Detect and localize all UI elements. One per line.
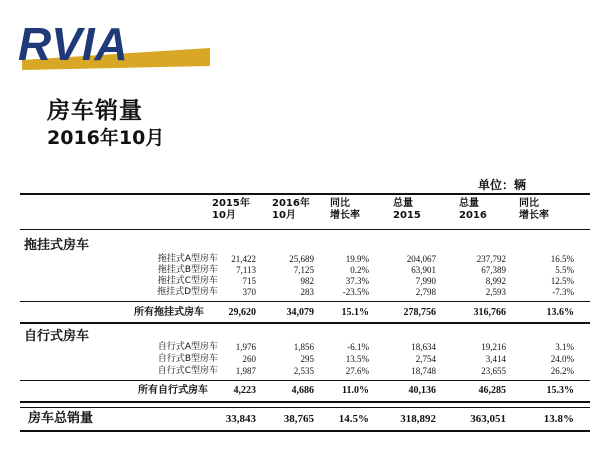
section-title-motorhome: 自行式房车 [24, 329, 90, 344]
section-title-towable: 拖挂式房车 [24, 238, 90, 253]
grand-total-row: 房车总销量 33,843 38,765 14.5% 318,892 363,051 13.8% [28, 411, 574, 426]
header-rule [20, 229, 590, 230]
logo-text: RVIA [18, 18, 128, 70]
subtotal-rule [20, 380, 590, 381]
table-top-rule [20, 193, 590, 195]
page-title: 房车销量 [47, 98, 143, 124]
subtotal-row-motorhome: 所有自行式房车 4,223 4,686 11.0% 40,136 46,285 15.3% [138, 385, 574, 396]
page-subtitle: 2016年10月 [47, 127, 165, 149]
table-row: 自行式C型房车 1,987 2,535 27.6% 18,748 23,655 26.2% [157, 366, 574, 376]
col-header-oct-2016: 2016年 10月 [272, 198, 310, 221]
col-header-total-2015: 总量 2015 [393, 198, 421, 221]
table-row: 自行式A型房车 1,976 1,856 -6.1% 18,634 19,216 3.1% [157, 342, 574, 352]
table-bottom-rule [20, 430, 590, 432]
section-rule [20, 401, 590, 403]
unit-label: 单位：辆 [478, 178, 527, 192]
subtotal-row-towable: 所有拖挂式房车 29,620 34,079 15.1% 278,756 316,766 13.6% [134, 307, 574, 318]
col-header-total-2016: 总量 2016 [459, 198, 487, 221]
table-row: 拖挂式B型房车 7,113 7,125 0.2% 63,901 67,389 5.5% [157, 265, 574, 275]
section-rule [20, 322, 590, 324]
subtotal-rule [20, 301, 590, 302]
table-row: 拖挂式D型房车 370 283 -23.5% 2,798 2,593 -7.3% [157, 287, 574, 297]
grand-total-rule [20, 407, 590, 408]
col-header-yoy-month: 同比 增长率 [330, 198, 360, 221]
col-header-oct-2015: 2015年 10月 [212, 198, 250, 221]
rvia-logo [14, 18, 214, 86]
table-row: 拖挂式A型房车 21,422 25,689 19.9% 204,067 237,792 16.5% [157, 254, 574, 264]
table-row: 拖挂式C型房车 715 982 37.3% 7,990 8,992 12.5% [157, 276, 574, 286]
table-row: 自行式B型房车 260 295 13.5% 2,754 3,414 24.0% [157, 354, 574, 364]
col-header-yoy-total: 同比 增长率 [519, 198, 549, 221]
